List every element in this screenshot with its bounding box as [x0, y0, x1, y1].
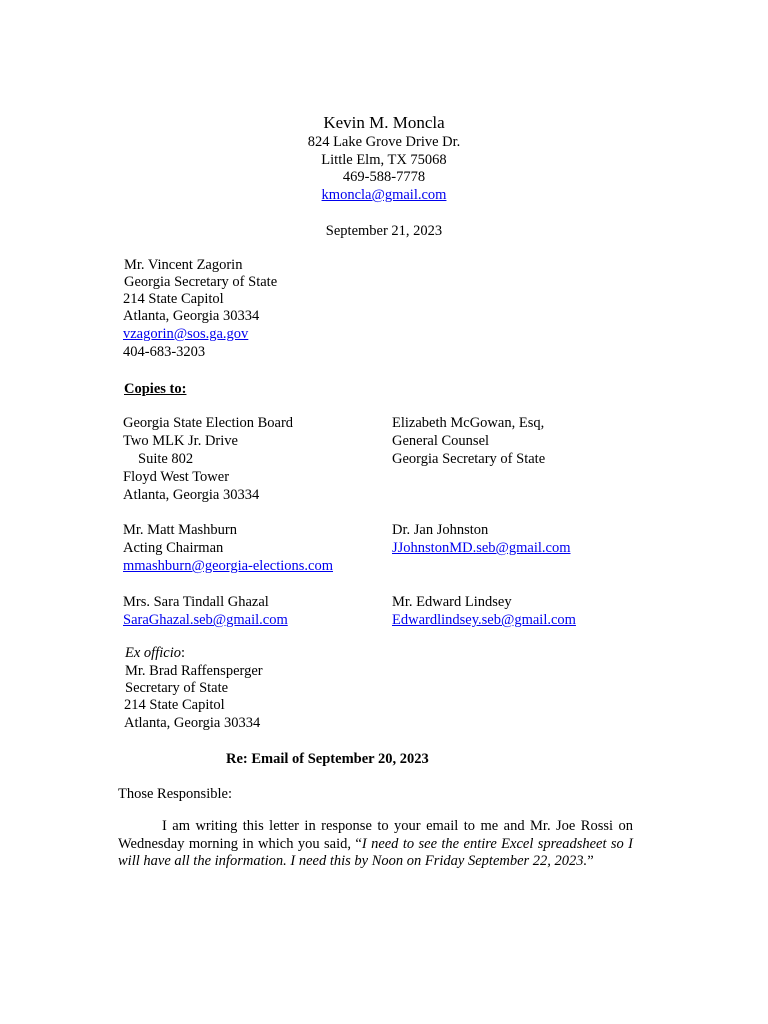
board-line5: Atlanta, Georgia 30334 — [123, 487, 260, 503]
ghazal-email-row — [123, 611, 288, 629]
lindsey-name: Mr. Edward Lindsey — [392, 594, 512, 610]
lindsey-email-row — [392, 611, 576, 629]
recipient-street: 214 State Capitol — [123, 291, 224, 307]
mcgowan-title: General Counsel — [392, 433, 490, 449]
mashburn-email-row — [123, 557, 333, 575]
raffensperger-title: Secretary of State — [125, 680, 229, 696]
sender-phone: 469-588-7778 — [342, 169, 426, 185]
johnston-email-link[interactable]: JJohnstonMD.seb@gmail.com — [392, 540, 571, 556]
recipient-city: Atlanta, Georgia 30334 — [123, 308, 260, 324]
raffensperger-city: Atlanta, Georgia 30334 — [124, 715, 261, 731]
raffensperger-name: Mr. Brad Raffensperger — [125, 663, 263, 679]
ex-officio-colon: : — [180, 645, 185, 661]
recipient-email-row — [123, 325, 248, 343]
mashburn-title: Acting Chairman — [123, 540, 224, 556]
recipient-phone: 404-683-3203 — [123, 344, 206, 360]
sender-email-row — [0, 186, 768, 204]
body-quote-close: ” — [587, 853, 594, 869]
recipient-name: Mr. Vincent Zagorin — [124, 257, 243, 273]
sender-address-line2: Little Elm, TX 75068 — [321, 152, 447, 168]
board-line1: Georgia State Election Board — [123, 415, 294, 431]
letter-date: September 21, 2023 — [325, 223, 443, 239]
body-paragraph — [118, 818, 633, 871]
board-line3: Suite 802 — [138, 451, 194, 467]
body-intro-text: I am writing this letter in response to your email to me and Mr. Joe Rossi on Wednesday morning in which you said, “ — [118, 818, 633, 852]
mcgowan-name: Elizabeth McGowan, Esq, — [392, 415, 545, 431]
mcgowan-office: Georgia Secretary of State — [392, 451, 546, 467]
lindsey-email-link[interactable]: Edwardlindsey.seb@gmail.com — [392, 612, 576, 628]
johnston-name: Dr. Jan Johnston — [392, 522, 489, 538]
recipient-office: Georgia Secretary of State — [124, 274, 278, 290]
ex-officio-row — [125, 644, 185, 662]
board-line4: Floyd West Tower — [123, 469, 230, 485]
recipient-email-link[interactable]: vzagorin@sos.ga.gov — [123, 326, 249, 342]
johnston-email-row — [392, 539, 571, 557]
sender-address-line1: 824 Lake Grove Drive Dr. — [307, 134, 461, 150]
sender-email-link[interactable]: kmoncla@gmail.com — [321, 187, 447, 203]
copies-heading: Copies to: — [124, 381, 187, 397]
board-line2: Two MLK Jr. Drive — [123, 433, 238, 449]
sender-name: Kevin M. Moncla — [323, 113, 445, 132]
mashburn-name: Mr. Matt Mashburn — [123, 522, 237, 538]
mashburn-email-link[interactable]: mmashburn@georgia-elections.com — [123, 558, 333, 574]
body-quote-text: I need to see the entire Excel spreadsheet so I will have all the information. I need this by Noon on Friday September 22, 2023. — [118, 835, 633, 869]
raffensperger-street: 214 State Capitol — [124, 697, 225, 713]
subject-line: Re: Email of September 20, 2023 — [226, 751, 429, 767]
salutation: Those Responsible: — [118, 786, 232, 802]
ghazal-name: Mrs. Sara Tindall Ghazal — [123, 594, 269, 610]
ghazal-email-link[interactable]: SaraGhazal.seb@gmail.com — [123, 612, 288, 628]
ex-officio-label: Ex officio — [125, 645, 181, 661]
